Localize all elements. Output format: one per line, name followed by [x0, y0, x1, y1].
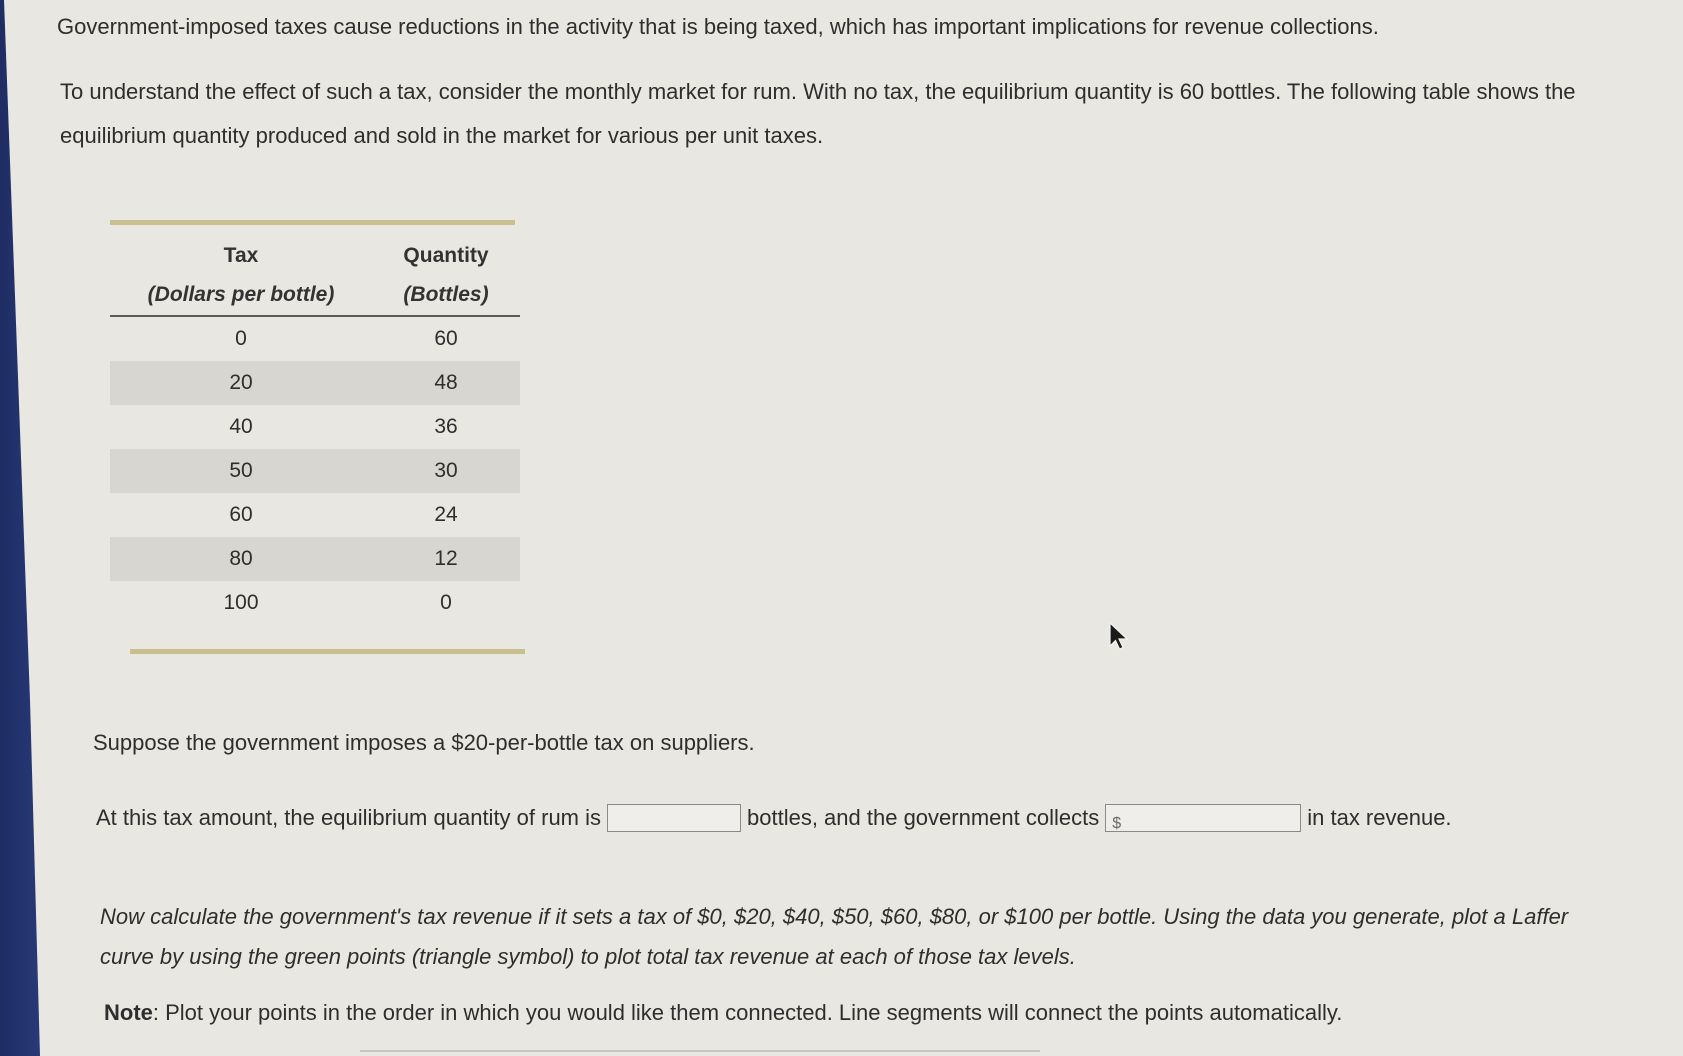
table-row [110, 316, 520, 361]
dollar-prefix: $ [1112, 815, 1122, 832]
answer-text-part-b: bottles, and the government collects [747, 805, 1100, 830]
data-table [110, 237, 520, 625]
quantity-cell: 48 [372, 361, 520, 405]
quantity-cell: 60 [434, 327, 458, 350]
tax-quantity-table [110, 220, 525, 654]
quantity-answer-input[interactable] [607, 804, 741, 832]
answer-text-part-c: in tax revenue. [1307, 805, 1452, 830]
table-row [110, 405, 520, 449]
tax-cell: 40 [229, 415, 253, 438]
answer-text-part-a: At this tax amount, the equilibrium quantity of rum is [96, 805, 602, 830]
note-text [104, 998, 1342, 1028]
intro-paragraph-1: Government-imposed taxes cause reductions in the activity that is being taxed, which has important implications for revenue collections. [57, 14, 1379, 39]
tax-cell: 0 [235, 327, 247, 350]
table-row [110, 449, 520, 493]
header-quantity: Quantity [403, 244, 489, 267]
divider [360, 1050, 1040, 1052]
mouse-cursor-icon [1108, 622, 1130, 652]
intro-paragraph-2: To understand the effect of such a tax, consider the monthly market for rum. With no tax, the equilibrium quantity is 60 bottles. The following table shows the equilibrium quantity produced and sold in the market for various per unit taxes. [60, 79, 1576, 148]
revenue-answer-input[interactable] [1105, 804, 1301, 832]
table-top-rule [110, 220, 515, 225]
table-row [110, 361, 520, 405]
table-row [110, 537, 520, 581]
tax-cell: 80 [110, 537, 372, 581]
table-row [110, 493, 520, 537]
answer-sentence [96, 802, 1452, 834]
tax-cell: 20 [110, 361, 372, 405]
note-label: Note [104, 1000, 153, 1025]
quantity-cell: 12 [372, 537, 520, 581]
quantity-cell: 0 [440, 591, 452, 614]
quantity-cell: 30 [372, 449, 520, 493]
header-tax: Tax [223, 244, 259, 267]
quantity-cell: 24 [434, 503, 458, 526]
laffer-instructions: Now calculate the government's tax revenue if it sets a tax of $0, $20, $40, $50, $60, $80, or $100 per bottle. Using the data you generate, plot a Laffer curve by using the green points (triangle symbol) to plot total tax revenue at each of those tax levels. [100, 904, 1569, 969]
tax-cell: 50 [110, 449, 372, 493]
header-quantity-unit: (Bottles) [372, 275, 520, 316]
table-bottom-rule [130, 649, 525, 654]
table-row [110, 581, 520, 625]
tax-cell: 100 [223, 591, 259, 614]
header-tax-unit: (Dollars per bottle) [110, 275, 372, 316]
tax-cell: 60 [229, 503, 253, 526]
scenario-text: Suppose the government imposes a $20-per-bottle tax on suppliers. [93, 730, 755, 755]
quantity-cell: 36 [434, 415, 458, 438]
note-body: : Plot your points in the order in which you would like them connected. Line segments will connect the points automatically. [152, 1000, 1343, 1025]
